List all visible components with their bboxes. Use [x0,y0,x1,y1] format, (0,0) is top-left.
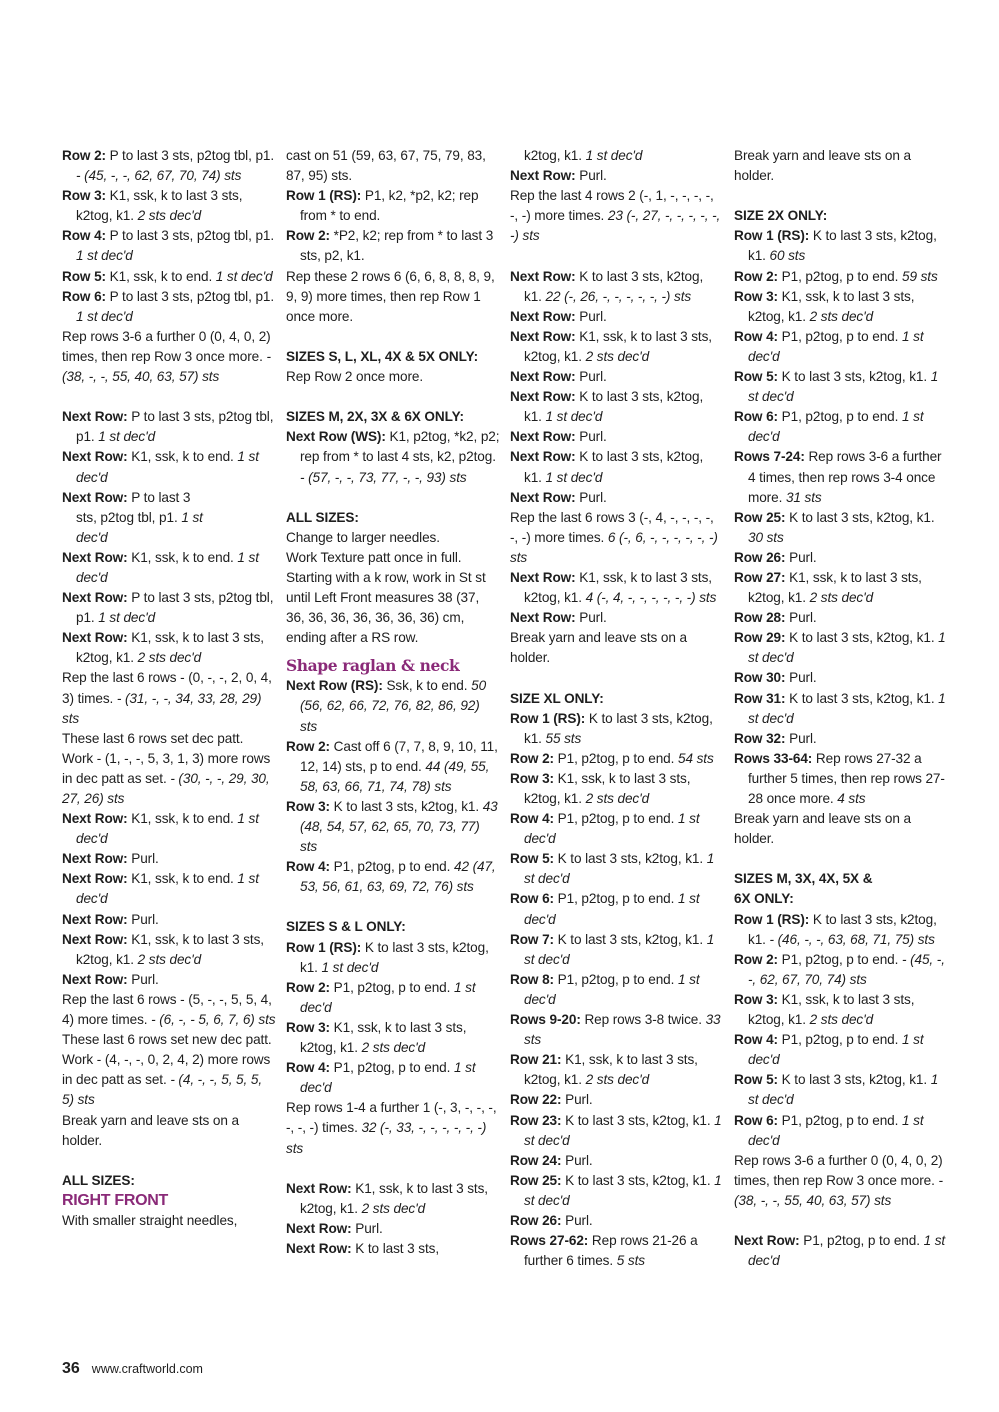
instruction-row: Row 3: K1, ssk, k to last 3 sts, k2tog, k1. 2 sts dec'd [510,770,691,806]
instruction-paragraph: k2tog, k1. 1 st dec'd [524,148,643,163]
instruction-paragraph: Rep the last 6 rows - (0, -, -, 2, 0, 4, 3) times. - (31, -, -, 34, 33, 28, 29) sts [62,670,272,726]
instruction-row: Row 21: K1, ssk, k to last 3 sts, k2tog, k1. 2 sts dec'd [510,1052,698,1088]
section-heading: RIGHT FRONT [62,1191,169,1209]
size-heading: SIZES M, 2X, 3X & 6X ONLY: [286,409,464,425]
instruction-row: Next Row: Purl. [510,308,607,324]
instruction-paragraph: cast on 51 (59, 63, 67, 75, 79, 83, 87, 95) sts. [286,148,486,184]
instruction-row: Row 5: K to last 3 sts, k2tog, k1. 1 st dec'd [734,1072,939,1108]
instruction-row: Row 5: K1, ssk, k to end. 1 st dec'd [62,268,273,284]
instruction-row: Row 7: K to last 3 sts, k2tog, k1. 1 st dec'd [510,931,715,967]
instruction-row: Row 25: K to last 3 sts, k2tog, k1. 30 sts [734,509,935,545]
column-4 [734,146,952,1271]
size-heading: ALL SIZES: [286,509,359,525]
instruction-row: Next Row (WS): K1, p2tog, *k2, p2; rep from * to last 4 sts, k2, p2tog. - (57, -, -, 73, 77, -, -, 93) sts [286,429,500,485]
instruction-row: Next Row: Purl. [62,851,159,867]
instruction-row: Row 1 (RS): K to last 3 sts, k2tog, k1. 60 sts [734,228,937,264]
instruction-row: Row 1 (RS): P1, k2, *p2, k2; rep from * to end. [286,188,479,224]
instruction-row: Next Row: Purl. [62,911,159,927]
instruction-row: Next Row: Purl. [510,168,607,184]
instruction-row: Row 6: P1, p2tog, p to end. 1 st dec'd [734,409,924,445]
instruction-paragraph: These last 6 rows set new dec patt. [62,1032,272,1048]
instruction-row: Row 22: Purl. [510,1092,593,1108]
instruction-row: Row 3: K1, ssk, k to last 3 sts, k2tog, k1. 2 sts dec'd [734,288,915,324]
instruction-row: Row 6: P1, p2tog, p to end. 1 st dec'd [510,891,700,927]
instruction-row: Row 1 (RS): K to last 3 sts, k2tog, k1. - (46, -, -, 63, 68, 71, 75) sts [734,911,937,947]
instruction-row: Row 5: K to last 3 sts, k2tog, k1. 1 st dec'd [734,369,939,405]
instruction-row: Next Row: K1, ssk, k to end. 1 st dec'd [62,871,259,907]
instruction-row: Row 26: Purl. [510,1212,593,1228]
instruction-row: Row 1 (RS): K to last 3 sts, k2tog, k1. 1 st dec'd [286,939,489,975]
instruction-row: Row 3: K1, ssk, k to last 3 sts, k2tog, k1. 2 sts dec'd [734,991,915,1028]
size-heading: SIZE 2X ONLY: [734,208,828,224]
instruction-paragraph: These last 6 rows set dec patt. [62,730,244,746]
instruction-paragraph: Break yarn and leave sts on a holder. [734,148,911,184]
instruction-row: Row 3: K1, ssk, k to last 3 sts, k2tog, k1. 2 sts dec'd [62,188,243,224]
instruction-row: Row 29: K to last 3 sts, k2tog, k1. 1 st dec'd [734,630,946,666]
size-heading: SIZE XL ONLY: [510,690,604,706]
instruction-row: Row 6: P1, p2tog, p to end. 1 st dec'd [734,1112,924,1148]
instruction-row: Next Row: P to last 3 sts, p2tog tbl, p1. 1 st dec'd [62,489,203,545]
column-2 [286,146,500,1259]
page-number: 36 [62,1360,80,1377]
instruction-row: Row 4: P1, p2tog, p to end. 1 st dec'd [734,328,924,364]
column-3 [510,146,724,1271]
instruction-row: Next Row: Purl. [510,610,607,626]
instruction-row: Next Row: K to last 3 sts, k2tog, k1. 1 st dec'd [510,449,704,485]
instruction-row: Next Row: K1, ssk, k to last 3 sts, k2tog, k1. 4 (-, 4, -, -, -, -, -, -) sts [510,569,717,606]
size-heading: SIZES M, 3X, 4X, 5X & 6X ONLY: [734,871,873,907]
instruction-paragraph: Rep these 2 rows 6 (6, 6, 8, 8, 8, 9, 9, 9) more times, then rep Row 1 once more. [286,268,495,324]
size-heading: SIZES S, L, XL, 4X & 5X ONLY: [286,348,478,364]
subsection-heading: Shape raglan & neck [286,656,460,676]
instruction-row: Row 2: P1, p2tog, p to end. - (45, -, -, 62, 67, 70, 74) sts [734,951,945,987]
instruction-paragraph: Rep rows 1-4 a further 1 (-, 3, -, -, -, -, -, -) times. 32 (-, 33, -, -, -, -, -, -) sts [286,1100,497,1156]
instruction-row: Next Row: Purl. [62,971,159,987]
instruction-row: Rows 9-20: Rep rows 3-8 twice. 33 sts [510,1012,721,1048]
size-heading: SIZES S & L ONLY: [286,919,406,935]
instruction-row: Row 2: P1, p2tog, p to end. 54 sts [510,750,714,766]
instruction-paragraph: Rep rows 3-6 a further 0 (0, 4, 0, 2) times, then rep Row 3 once more. - (38, -, -, 55, 40, 63, 57) sts [62,328,271,385]
instruction-row: Row 2: *P2, k2; rep from * to last 3 sts, p2, k1. [286,228,494,264]
instruction-row: Rows 33-64: Rep rows 27-32 a further 5 times, then rep rows 27-28 once more. 4 sts [734,750,945,806]
instruction-paragraph: Work Texture patt once in full. [286,549,462,565]
instruction-row: Row 2: P1, p2tog, p to end. 1 st dec'd [286,979,476,1015]
instruction-row: Row 3: K to last 3 sts, k2tog, k1. 43 (48, 54, 57, 62, 65, 70, 73, 77) sts [286,798,498,855]
website-link[interactable]: www.craftworld.com [91,1362,203,1376]
instruction-row: Row 8: P1, p2tog, p to end. 1 st dec'd [510,971,700,1007]
instruction-paragraph: Break yarn and leave sts on a holder. [510,630,687,666]
instruction-row: Row 24: Purl. [510,1152,593,1168]
instruction-row: Row 30: Purl. [734,670,817,686]
instruction-row: Row 4: P1, p2tog, p to end. 1 st dec'd [510,811,700,847]
instruction-row: Row 32: Purl. [734,730,817,746]
instruction-row: Next Row: P1, p2tog, p to end. 1 st dec'd [734,1233,946,1269]
instruction-row: Row 1 (RS): K to last 3 sts, k2tog, k1. 55 sts [510,710,713,746]
instruction-row: Next Row: Purl. [510,489,607,505]
instruction-paragraph: Change to larger needles. [286,529,440,545]
instruction-row: Row 28: Purl. [734,610,817,626]
instruction-paragraph: Rep Row 2 once more. [286,369,424,385]
instruction-row: Row 5: K to last 3 sts, k2tog, k1. 1 st dec'd [510,851,715,887]
instruction-row: Rows 27-62: Rep rows 21-26 a further 6 times. 5 sts [510,1233,698,1269]
instruction-paragraph: Work - (4, -, -, 0, 2, 4, 2) more rows in dec patt as set. - (4, -, -, 5, 5, 5, 5) sts [62,1052,271,1108]
page-footer [62,1360,203,1382]
instruction-row: Row 23: K to last 3 sts, k2tog, k1. 1 st dec'd [510,1112,722,1148]
instruction-row: Row 2: P1, p2tog, p to end. 59 sts [734,268,938,284]
instruction-paragraph: Rep rows 3-6 a further 0 (0, 4, 0, 2) times, then rep Row 3 once more. - (38, -, -, 55, 40, 63, 57) sts [734,1152,943,1208]
instruction-row: Next Row: K to last 3 sts, k2tog, k1. 22 (-, 26, -, -, -, -, -, -) sts [510,268,704,304]
instruction-row: Next Row: P to last 3 sts, p2tog tbl, p1. 1 st dec'd [62,409,274,445]
instruction-paragraph: Work - (1, -, -, 5, 3, 1, 3) more rows in dec patt as set. - (30, -, -, 29, 30, 27, 26) sts [62,750,271,806]
instruction-row: Next Row: K to last 3 sts, [286,1240,440,1256]
instruction-row: Next Row: K1, ssk, k to last 3 sts, k2tog, k1. 2 sts dec'd [510,328,712,364]
instruction-row: Row 2: P to last 3 sts, p2tog tbl, p1. - (45, -, -, 62, 67, 70, 74) sts [62,148,275,184]
instruction-paragraph: Starting with a k row, work in St st until Left Front measures 38 (37, 36, 36, 36, 36, 36, 36, 36) cm, ending after a RS row. [286,569,486,646]
instruction-row: Rows 7-24: Rep rows 3-6 a further 4 times, then rep rows 3-4 once more. 31 sts [734,449,942,505]
instruction-row: Next Row: K1, ssk, k to end. 1 st dec'd [62,811,259,847]
instruction-row: Row 4: P1, p2tog, p to end. 42 (47, 53, 56, 61, 63, 69, 72, 76) sts [286,859,496,895]
instruction-paragraph: With smaller straight needles, [62,1212,238,1228]
size-heading: ALL SIZES: [62,1172,135,1188]
instruction-row: Row 4: P1, p2tog, p to end. 1 st dec'd [286,1060,476,1096]
instruction-paragraph: Break yarn and leave sts on a holder. [734,811,911,847]
instruction-row: Row 26: Purl. [734,549,817,565]
instruction-row: Row 25: K to last 3 sts, k2tog, k1. 1 st dec'd [510,1172,722,1208]
instruction-row: Row 31: K to last 3 sts, k2tog, k1. 1 st dec'd [734,690,946,726]
instruction-row: Next Row: Purl. [510,369,607,385]
instruction-row: Row 2: Cast off 6 (7, 7, 8, 9, 10, 11, 12, 14) sts, p to end. 44 (49, 55, 58, 63, 66, 71, 74, 78) sts [286,738,498,794]
instruction-row: Next Row: K1, ssk, k to last 3 sts, k2tog, k1. 2 sts dec'd [62,630,264,666]
instruction-row: Row 27: K1, ssk, k to last 3 sts, k2tog, k1. 2 sts dec'd [734,569,922,606]
instruction-paragraph: Rep the last 4 rows 2 (-, 1, -, -, -, -, -, -) more times. 23 (-, 27, -, -, -, -, -, -) sts [510,188,721,244]
instruction-row: Next Row: K1, ssk, k to end. 1 st dec'd [62,549,259,585]
instruction-paragraph: Rep the last 6 rows - (5, -, -, 5, 5, 4, 4) more times. - (6, -, - 5, 6, 7, 6) sts [62,991,276,1028]
instruction-row: Next Row: Purl. [510,429,607,445]
instruction-row: Row 6: P to last 3 sts, p2tog tbl, p1. 1 st dec'd [62,288,275,324]
column-1 [62,146,276,1231]
instruction-paragraph: Break yarn and leave sts on a holder. [62,1112,239,1148]
instruction-paragraph: Rep the last 6 rows 3 (-, 4, -, -, -, -, -, -) more times. 6 (-, 6, -, -, -, -, -, -) sts [510,509,718,565]
instruction-row: Next Row: K1, ssk, k to end. 1 st dec'd [62,449,259,485]
instruction-row: Next Row: K1, ssk, k to last 3 sts, k2tog, k1. 2 sts dec'd [62,931,264,967]
instruction-row: Next Row: K to last 3 sts, k2tog, k1. 1 st dec'd [510,389,704,425]
instruction-row: Next Row: Purl. [286,1220,383,1236]
instruction-row: Next Row: P to last 3 sts, p2tog tbl, p1. 1 st dec'd [62,590,274,626]
instruction-row: Row 4: P to last 3 sts, p2tog tbl, p1. 1 st dec'd [62,228,275,264]
instruction-row: Next Row (RS): Ssk, k to end. 50 (56, 62, 66, 72, 76, 82, 86, 92) sts [286,678,487,734]
instruction-row: Row 3: K1, ssk, k to last 3 sts, k2tog, k1. 2 sts dec'd [286,1019,467,1056]
instruction-row: Next Row: K1, ssk, k to last 3 sts, k2tog, k1. 2 sts dec'd [286,1180,488,1216]
instruction-row: Row 4: P1, p2tog, p to end. 1 st dec'd [734,1032,924,1068]
